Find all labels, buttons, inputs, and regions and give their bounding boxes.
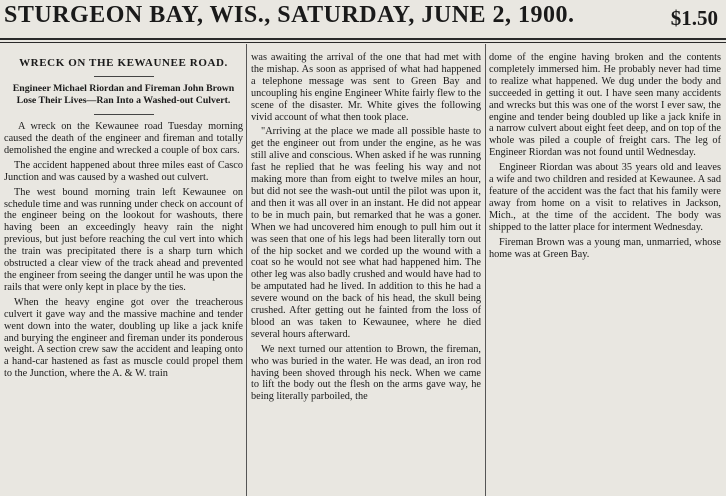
paragraph: The accident happened about three miles east of Casco Junction and was caused by a washed out culvert. bbox=[4, 159, 243, 183]
article-subhead: Engineer Michael Riordan and Fireman John Brown Lose Their Lives—Ran Into a Washed-out Culvert. bbox=[12, 82, 235, 106]
masthead bbox=[0, 0, 726, 40]
paragraph: A wreck on the Kewaunee road Tuesday morning caused the death of the engineer and fireman and totally demolished the engine and wrecked a couple of box cars. bbox=[4, 121, 243, 156]
masthead-title: STURGEON BAY, WIS., SATURDAY, JUNE 2, 1900. bbox=[4, 2, 575, 28]
paragraph: "Arriving at the place we made all possible haste to get the engineer out from under the engine, as he was still alive and conscious. When asked if he was running fast he replied that he was feeling his way and not making more than from eight to twelve miles an hour, but did not see the wash-out until the pilot was upon it, and then it was all over in an instant. He did not appear to be in much pain, but remarked that he was a goner. When we had uncovered him enough to pull him out it was seen that one of his legs had been literally torn out of the hip socket and we corded up the wound with a coat so he would not see what had happened him. The other leg was also badly crushed and would have had to be amputated had he lived. In addition to this he had a severe wound on the back of his head, the skull being crushed. After getting out he fainted from the loss of blood an was taken to Kewaunee, where he died several hours afterward. bbox=[251, 126, 481, 340]
masthead-rule-top bbox=[0, 38, 726, 40]
subhead-divider bbox=[94, 114, 154, 115]
paragraph: was awaiting the arrival of the one that had met with the mishap. As soon as apprised of what had happened a telephone message was sent to Green Bay and uncoupling his engine Engineer White fairly flew to the scene of the disaster. Mr. White gives the following vivid account of what then took place. bbox=[251, 52, 481, 123]
paragraph: We next turned our attention to Brown, the fireman, who was buried in the water. He was dead, an iron rod having been shoved through his neck. When we came to lift the body out the flesh on the arms gave way, he being literally parboiled, the bbox=[251, 343, 481, 403]
masthead-price: $1.50 bbox=[670, 6, 718, 30]
paragraph: The west bound morning train left Kewaunee on schedule time and was running under check on account of the engineer being on the lookout for washouts, there having been an exceedingly heavy rain the night previous, but just before reaching the cul vert into which the train was precipitated there is a sharp turn which obstructed a clear view of the track ahead and prevented the engineer from seeing the danger until he was upon the rails that were only kept in place by the ties. bbox=[4, 186, 243, 293]
article-column-2 bbox=[251, 52, 481, 496]
paragraph: Fireman Brown was a young man, unmarried, whose home was at Green Bay. bbox=[489, 236, 721, 260]
article-headline: WRECK ON THE KEWAUNEE ROAD. bbox=[19, 57, 228, 69]
paragraph: When the heavy engine got over the treacherous culvert it gave way and the massive machine and tender went down into the water, doubling up like a jack knife and burying the engineer and fireman under its ponderous weight. A section crew saw the accident and leaping onto a hand-car hastened as fast as muscle could propel them to the Junction, where the A. & W. train bbox=[4, 296, 243, 380]
article-column-1 bbox=[4, 48, 243, 496]
masthead-rule-bottom bbox=[0, 42, 726, 43]
paragraph: dome of the engine having broken and the contents completely immersed him. He probably never had time to realize what happened. We dug under the body and succeeded in getting it out. I have seen many accidents and wrecks but this was one of the worst I ever saw, the engine and tender being doubled up like a jack knife in a narrow culvert about eight feet deep, and on top of the whole was piled a couple of freight cars. The leg of Engineer Riordan was not found until Wednesday. bbox=[489, 52, 721, 159]
article-column-3 bbox=[489, 52, 721, 496]
headline-divider bbox=[94, 76, 154, 77]
paragraph: Engineer Riordan was about 35 years old and leaves a wife and two children and resided at Kewaunee. A sad feature of the accident was the fact that his family were away from home on a visit to relatives in Jackson, Mich., at the time of the accident. The body was shipped to the latter place for interment Wednesday. bbox=[489, 162, 721, 233]
column-divider-1 bbox=[246, 44, 247, 496]
column-divider-2 bbox=[485, 44, 486, 496]
